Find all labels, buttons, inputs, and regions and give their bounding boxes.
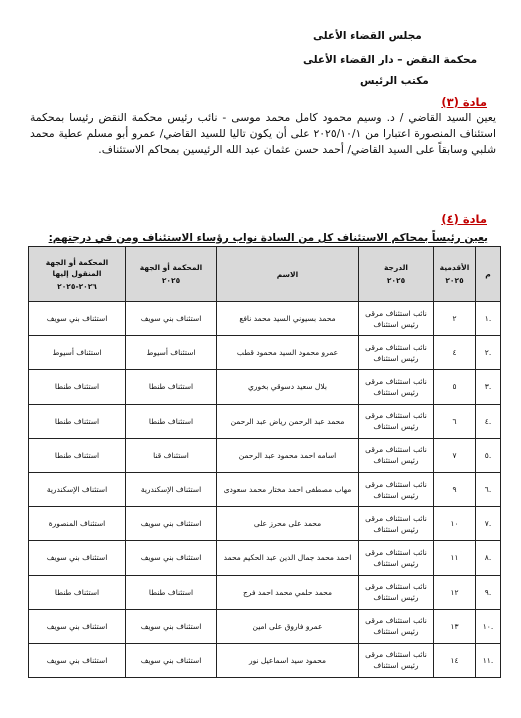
row-transfer: استئناف الإسكندرية bbox=[29, 472, 126, 506]
row-num: .٤ bbox=[476, 404, 501, 438]
row-transfer: استئناف طنطا bbox=[29, 404, 126, 438]
row-transfer: استئناف بني سويف bbox=[29, 302, 126, 336]
row-num: .٧ bbox=[476, 507, 501, 541]
row-transfer: استئناف بني سويف bbox=[29, 609, 126, 643]
row-name: عمرو فاروق على امين bbox=[217, 609, 359, 643]
row-num: .٥ bbox=[476, 438, 501, 472]
row-seniority: ٥ bbox=[434, 370, 476, 404]
row-transfer: استئناف طنطا bbox=[29, 575, 126, 609]
row-num: .١١ bbox=[476, 643, 501, 677]
row-num: .١ bbox=[476, 302, 501, 336]
row-transfer: استئناف طنطا bbox=[29, 370, 126, 404]
row-num: .٨ bbox=[476, 541, 501, 575]
header-grade: الدرجة ٢٠٢٥ bbox=[359, 247, 434, 302]
row-name: محمد عبد الرحمن رياض عبد الرحمن bbox=[217, 404, 359, 438]
row-name: محمد على محرز على bbox=[217, 507, 359, 541]
table-header-row bbox=[29, 247, 501, 302]
header-transfer: المحكمة أو الجهة المنقول إليها ٢٠٢٦-٢٠٢٥ bbox=[29, 247, 126, 302]
row-court: استئناف بني سويف bbox=[126, 541, 217, 575]
row-seniority: ١٣ bbox=[434, 609, 476, 643]
row-num: .٦ bbox=[476, 472, 501, 506]
row-name: عمرو محمود السيد محمود قطب bbox=[217, 336, 359, 370]
article-3-text: يعين السيد القاضي / د. وسيم محمود كامل محمد موسى - نائب رئيس محكمة النقض رئيسا بمحكمة استئناف المنصورة اعتبارا من ٢٠٢٥/١٠/١ على أن يكون تاليا للسيد القاضي/ عمرو أبو مسلم عطية محمد شلبي وسابقاً على السيد القاضي/ أحمد حسن عثمان عبد الله الرئيسين بمحاكم الاستئناف. bbox=[30, 111, 496, 156]
row-transfer: استئناف طنطا bbox=[29, 438, 126, 472]
row-seniority: ٦ bbox=[434, 404, 476, 438]
row-seniority: ١٢ bbox=[434, 575, 476, 609]
row-court: استئناف طنطا bbox=[126, 575, 217, 609]
row-name: مهاب مصطفى احمد مختار محمد سعودى bbox=[217, 472, 359, 506]
table-row bbox=[29, 472, 501, 506]
header-court: المحكمة أو الجهة ٢٠٢٥ bbox=[126, 247, 217, 302]
row-court: استئناف بني سويف bbox=[126, 507, 217, 541]
row-grade: نائب استئناف مرقى رئيس استئناف bbox=[359, 336, 434, 370]
row-grade: نائب استئناف مرقى رئيس استئناف bbox=[359, 472, 434, 506]
table-body bbox=[29, 302, 501, 678]
table-row bbox=[29, 643, 501, 677]
row-transfer: استئناف المنصورة bbox=[29, 507, 126, 541]
row-seniority: ٢ bbox=[434, 302, 476, 336]
row-grade: نائب استئناف مرقى رئيس استئناف bbox=[359, 643, 434, 677]
header-name: الاسم bbox=[217, 247, 359, 302]
table-row bbox=[29, 302, 501, 336]
table-row bbox=[29, 541, 501, 575]
row-name: احمد محمد جمال الدين عبد الحكيم محمد bbox=[217, 541, 359, 575]
row-court: استئناف بني سويف bbox=[126, 302, 217, 336]
row-name: بلال سعيد دسوقي بخوري bbox=[217, 370, 359, 404]
table-row bbox=[29, 370, 501, 404]
row-seniority: ٤ bbox=[434, 336, 476, 370]
row-court: استئناف قنا bbox=[126, 438, 217, 472]
article-4-subtitle: يعين رئيساً بمحاكم الاستئناف كل من السادة نواب رؤساء الاستئناف ومن في درجتهم: bbox=[48, 232, 488, 244]
row-num: .٩ bbox=[476, 575, 501, 609]
row-grade: نائب استئناف مرقى رئيس استئناف bbox=[359, 302, 434, 336]
table-row bbox=[29, 404, 501, 438]
row-grade: نائب استئناف مرقى رئيس استئناف bbox=[359, 370, 434, 404]
row-seniority: ١١ bbox=[434, 541, 476, 575]
row-court: استئناف طنطا bbox=[126, 404, 217, 438]
table-row bbox=[29, 609, 501, 643]
row-court: استئناف أسيوط bbox=[126, 336, 217, 370]
row-seniority: ٩ bbox=[434, 472, 476, 506]
row-court: استئناف بني سويف bbox=[126, 643, 217, 677]
office-name: مكتب الرئيس bbox=[360, 75, 429, 87]
row-grade: نائب استئناف مرقى رئيس استئناف bbox=[359, 438, 434, 472]
row-grade: نائب استئناف مرقى رئيس استئناف bbox=[359, 404, 434, 438]
header-num: م bbox=[476, 247, 501, 302]
row-num: .٣ bbox=[476, 370, 501, 404]
row-name: محمود سيد اسماعيل نور bbox=[217, 643, 359, 677]
row-court: استئناف بني سويف bbox=[126, 609, 217, 643]
row-seniority: ١٠ bbox=[434, 507, 476, 541]
header-seniority: الأقدمية ٢٠٢٥ bbox=[434, 247, 476, 302]
row-seniority: ١٤ bbox=[434, 643, 476, 677]
row-grade: نائب استئناف مرقى رئيس استئناف bbox=[359, 575, 434, 609]
row-seniority: ٧ bbox=[434, 438, 476, 472]
table-row bbox=[29, 336, 501, 370]
row-grade: نائب استئناف مرقى رئيس استئناف bbox=[359, 541, 434, 575]
row-num: .٢ bbox=[476, 336, 501, 370]
row-transfer: استئناف أسيوط bbox=[29, 336, 126, 370]
council-name: مجلس القضاء الأعلى bbox=[313, 30, 422, 42]
row-transfer: استئناف بني سويف bbox=[29, 541, 126, 575]
row-num: .١٠ bbox=[476, 609, 501, 643]
row-transfer: استئناف بني سويف bbox=[29, 643, 126, 677]
row-name: محمد بسيوني السيد محمد نافع bbox=[217, 302, 359, 336]
row-name: محمد حلمي محمد احمد فرج bbox=[217, 575, 359, 609]
article-4-title: مادة (٤) bbox=[441, 212, 487, 226]
row-grade: نائب استئناف مرقى رئيس استئناف bbox=[359, 609, 434, 643]
court-name: محكمة النقض – دار القضاء الأعلى bbox=[303, 54, 478, 66]
table-row bbox=[29, 438, 501, 472]
row-court: استئناف طنطا bbox=[126, 370, 217, 404]
table-row bbox=[29, 507, 501, 541]
row-court: استئناف الإسكندرية bbox=[126, 472, 217, 506]
row-name: اسامه احمد محمود عبد الرحمن bbox=[217, 438, 359, 472]
appointments-table bbox=[28, 246, 501, 678]
row-grade: نائب استئناف مرقى رئيس استئناف bbox=[359, 507, 434, 541]
table-row bbox=[29, 575, 501, 609]
article-3-title: مادة (٣) bbox=[441, 95, 487, 109]
